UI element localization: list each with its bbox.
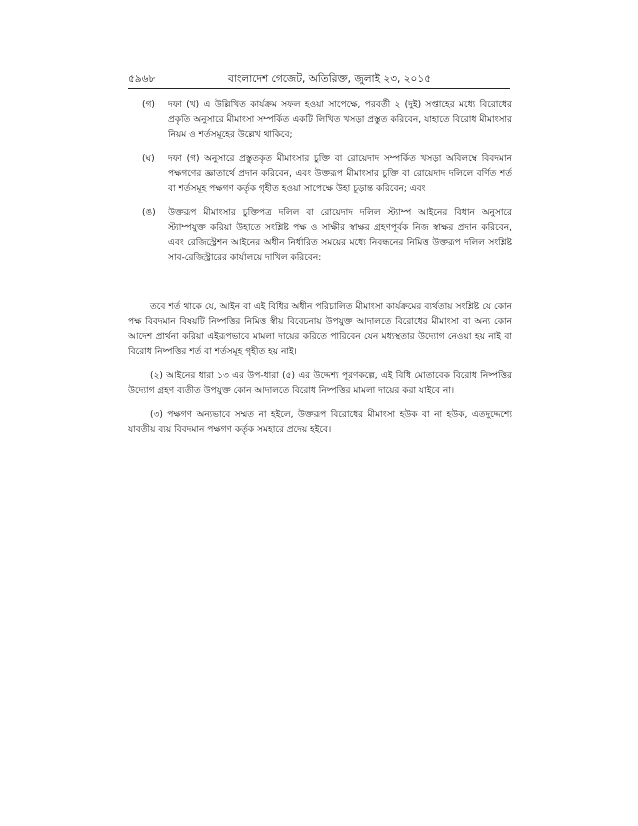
clause-marker: (ঘ): [142, 154, 155, 164]
header-divider: [128, 88, 510, 89]
page-number: ৫৯৬৮: [128, 73, 156, 85]
clause-list: [128, 98, 512, 275]
clause-gha: [128, 152, 512, 197]
body-paragraphs: [128, 300, 512, 447]
clause-uma: [128, 206, 512, 266]
subrule-2-paragraph: (২) আইনের ধারা ১৩ এর উপ-ধারা (৫) এর উদ্দেশ্য পূরণকল্পে, এই বিধি মোতাবেক বিরোধ নিষ্পত্তির উদ্যোগ গ্রহণ ব্যতীত উপযুক্ত কোন আদালতে বিরোধ নিষ্পত্তির মামলা দায়ের করা যাইবে না।: [128, 371, 512, 396]
clause-marker: (গ): [142, 100, 155, 110]
clause-text: উক্তরূপ মীমাংসার চুক্তিপত্র দলিল বা রোয়েদাদ দলিল স্ট্যাম্প আইনের বিধান অনুসারে স্ট্যাম্পযুক্ত করিয়া উহাতে সংশ্লিষ্ট পক্ষ ও সাক্ষীর স্বাক্ষর গ্রহণপূর্বক নিজ স্বাক্ষর প্রদান করিবেন, এবং রেজিস্ট্রেশন আইনের অধীন নির্ধারিত সময়ের মধ্যে নিবন্ধনের নিমিত্ত উক্তরূপ দলিল সংশ্লিষ্ট সাব-রেজিস্ট্রারের কার্যালয়ে দাখিল করিবেন:: [168, 208, 512, 263]
clause-text: দফা (খ) এ উল্লিখিত কার্যক্রম সফল হওয়া সাপেক্ষে, পরবর্তী ২ (দুই) সপ্তাহের মধ্যে বিরোধের প্রকৃতি অনুসারে মীমাংসা সম্পর্কিত একটি লিখিত খসড়া প্রস্তুত করিবেন, যাহাতে বিরোধ মীমাংসার নিয়ম ও শর্তসমূহের উল্লেখ থাকিবে;: [168, 100, 512, 140]
gazette-title: বাংলাদেশ গেজেট, অতিরিক্ত, জুলাই ২৩, ২০১৫: [228, 73, 432, 85]
clause-text: দফা (গ) অনুসারে প্রস্তুতকৃত মীমাংসার চুক্তি বা রোয়েদাদ সম্পর্কিত খসড়া অবিলম্বে বিবদমান পক্ষগণের জ্ঞাতার্থে প্রদান করিবেন, এবং উক্তরূপ মীমাংসার চুক্তি বা রোয়েদাদ দলিলে বর্ণিত শর্ত বা শর্তসমূহ পক্ষগণ কর্তৃক গৃহীত হওয়া সাপেক্ষে উহা চূড়ান্ত করিবেন; এবং: [168, 154, 512, 194]
proviso-paragraph: তবে শর্ত থাকে যে, আইন বা এই বিধির অধীন পরিচালিত মীমাংসা কার্যক্রমের ব্যর্থতায় সংশ্লিষ্ট যে কোন পক্ষ বিবদমান বিষয়টি নিষ্পত্তির নিমিত্ত স্বীয় বিবেচনায় উপযুক্ত আদালতে বিরোধের মীমাংসা বা অন্য কোন আদেশ প্রার্থনা করিয়া এইরূপভাবে মামলা দায়ের করিতে পারিবেন যেন মধ্যস্থতার উদ্যোগ নেওয়া হয় নাই বা বিরোধ নিষ্পত্তির শর্ত বা শর্তসমূহ গৃহীত হয় নাই।: [128, 302, 512, 357]
subrule-3-paragraph: (৩) পক্ষগণ অন্যভাবে সম্মত না হইলে, উক্তরূপ বিরোধের মীমাংসা হউক বা না হউক, এতদুদ্দেশ্যে যাবতীয় ব্যয় বিবদমান পক্ষগণ কর্তৃক সমহারে প্রদেয় হইবে।: [128, 410, 512, 435]
page-header: [128, 72, 510, 92]
clause-marker: (ঙ): [142, 208, 156, 218]
clause-ga: [128, 98, 512, 143]
